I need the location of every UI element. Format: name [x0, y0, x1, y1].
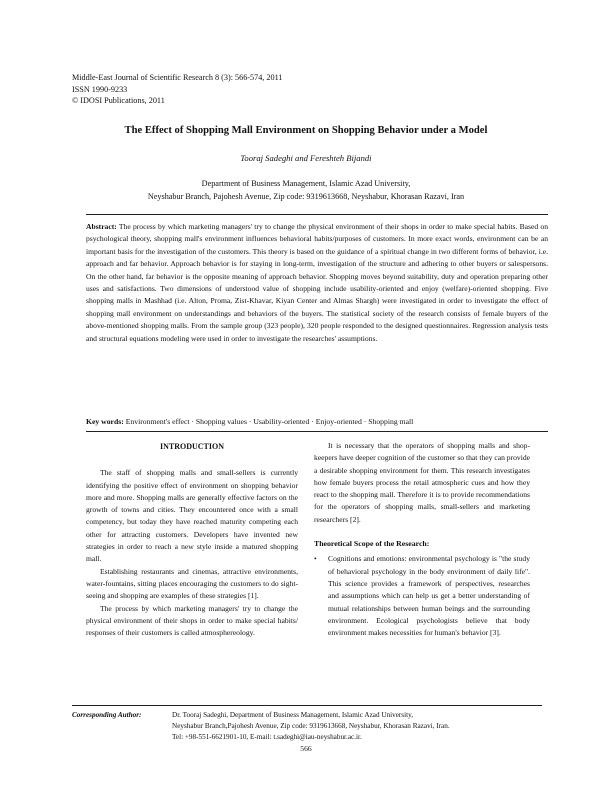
- bullet-icon: •: [314, 554, 317, 564]
- footnote-line-3: Tel: +98-551-6621901-10, E-mail: t.sadeghi@iau-neyshabur.ac.ir.: [172, 733, 362, 741]
- intro-paragraph-3: The process by which marketing managers' try to change the physical environment of their shops in order to make special habits/ responses of their customers is called atmosphereology.: [86, 603, 298, 638]
- journal-copyright: © IDOSI Publications, 2011: [72, 96, 165, 105]
- journal-header: [72, 72, 282, 107]
- paper-authors: Tooraj Sadeghi and Fereshteh Bijandi: [240, 153, 372, 163]
- bullet-text: Cognitions and emotions: environmental psychology is "the study of behavioral psychology in the body environment of daily life". This science provides a framework of perspectives, researches and assumptions which can help us get a better understanding of mutual relationships between human beings and the surrounding environment. Ecological psychologists believe that body environment makes necessities for human's behavior [3].: [328, 554, 530, 638]
- page-number: 566: [300, 744, 312, 753]
- abstract-text: The process by which marketing managers' try to change the physical environment of their shops in order to make special habits. Based on psychological theory, shopping mall's environment influences behavioral habits/purposes of customers. In more exact words, environment can be an important basis for the investigation of the customers. This theory is based on the guidance of a spiritual change in two different forms of behavior, i.e. approach and far behavior. Approach behavior is for staying in long-term, investigation of the structure and adhering to other buyers or salespersons. On the other hand, far behavior is the opposite meaning of approach behavior. Shopping moves beyond suitability, duty and operation preparing other uses and satisfactions. Two dimensions of understood value of shopping include usability-oriented and enjoy (welfare)-oriented shopping. Five shopping malls in Mashhad (i.e. Alton, Proma, Zist-Khavar, Kiyan Center and Almas Shargh) were investigated in order to investigate the effect of shopping mall environment on understandings and behaviors of the buyers. The statistical society of the research consists of female buyers of the above-mentioned shopping malls. From the sample group (323 people), 320 people responded to the designed questionnaires. Regression analysis tests and structural equations modeling were used in order to investigate the researches' assumptions.: [86, 222, 548, 343]
- intro-paragraph-1: The staff of shopping malls and small-sellers is currently identifying the positive effect of environment on shopping behavior more and more. Shopping malls are generally effective factors on the growth of towns and cities. They encountered once with a small competency, but today they have reached maturity competing each other for attracting customers. Developers have invented new strategies in order to reach a new style inside a matured shopping mall.: [86, 468, 298, 564]
- keywords-text: Environment's effect · Shopping values · Usability-oriented · Enjoy-oriented · Shopping mall: [125, 417, 414, 426]
- journal-citation: Middle-East Journal of Scientific Research 8 (3): 566-574, 2011: [72, 73, 283, 82]
- right-paragraph: It is necessary that the operators of shopping malls and shop-keepers have deeper cognition of the customer so that they can provide a desirable shopping environment for them. This research investigates how female buyers process the retail atmospheric cues and how they react to the shopping mall. Therefore it is to provide recommendations for the operators of shopping malls, small-sellers and marketing researchers [2].: [314, 441, 530, 524]
- affiliation-line-2: Neyshabur Branch, Pajohesh Avenue, Zip code: 9319613668, Neyshabur, Khorasan Razavi, Iran: [147, 191, 465, 201]
- right-column: [314, 440, 530, 639]
- footnote-line-2: Neyshabur Branch,Pajohesh Avenue, Zip code: 9319613668, Neyshabur, Khorasan Razavi, Iran.: [172, 722, 450, 730]
- affiliation-line-1: Department of Business Management, Islamic Azad University,: [201, 179, 411, 188]
- abstract-top-rule: [86, 214, 548, 215]
- affiliation: [40, 178, 572, 203]
- footnote-body: [172, 710, 572, 743]
- bullet-item: [314, 553, 530, 639]
- left-column: [86, 440, 298, 639]
- footnote-label: Corresponding Author:: [72, 711, 142, 719]
- section-heading-theoretical-scope: Theoretical Scope of the Research:: [314, 539, 430, 549]
- keywords: [86, 417, 548, 426]
- footnote-line-1: Dr. Tooraj Sadeghi, Department of Business Management, Islamic Azad University,: [172, 711, 414, 719]
- intro-paragraph-2: Establishing restaurants and cinemas, attractive environments, water-fountains, sitting places encouraging the customers to do sight-seeing and shopping are examples of these strategies [1].: [86, 566, 298, 601]
- abstract-label: Abstract:: [86, 222, 117, 231]
- paper-title: The Effect of Shopping Mall Environment on Shopping Behavior under a Model: [124, 125, 488, 136]
- section-heading-introduction: INTRODUCTION: [159, 442, 224, 451]
- keywords-bottom-rule: [86, 431, 548, 432]
- keywords-label: Key words:: [86, 417, 124, 426]
- journal-issn: ISSN 1990-9233: [72, 84, 128, 94]
- abstract: [86, 221, 548, 345]
- footnote-rule: [72, 705, 542, 706]
